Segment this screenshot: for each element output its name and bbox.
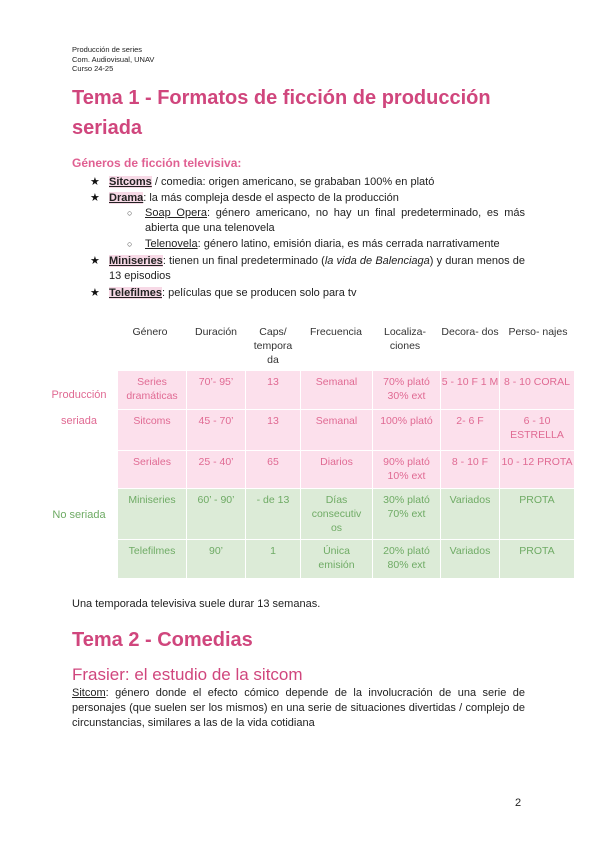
table-cell: 90% plató 10% ext bbox=[373, 451, 440, 488]
header-year: Curso 24-25 bbox=[72, 64, 114, 73]
table-cell: 45 - 70’ bbox=[187, 410, 245, 450]
table-cell: Telefilmes bbox=[118, 540, 186, 578]
table-header-frecuencia: Frecuencia bbox=[310, 326, 362, 338]
list-item-miniseries bbox=[109, 254, 525, 284]
term-sitcoms: Sitcoms bbox=[109, 176, 152, 188]
table-cell: PROTA bbox=[500, 489, 574, 539]
table-cell: 5 - 10 F 1 M bbox=[441, 371, 499, 409]
table-header-decorados: Decora- dos bbox=[441, 326, 499, 338]
term-sitcom: Sitcom bbox=[72, 687, 106, 699]
term-telefilmes: Telefilmes bbox=[109, 287, 162, 299]
table-cell: Semanal bbox=[301, 371, 372, 409]
table-cell: 8 - 10 CORAL bbox=[500, 371, 574, 409]
list-item-sitcoms bbox=[109, 175, 434, 190]
table-cell: Series dramáticas bbox=[118, 371, 186, 409]
document-header bbox=[72, 45, 154, 74]
table-cell: Variados bbox=[441, 540, 499, 578]
sitcoms-desc: / comedia: origen americano, se grababan 100% en plató bbox=[151, 176, 435, 188]
telenovela-desc: : género latino, emisión diaria, es más cerrada narrativamente bbox=[197, 238, 500, 250]
drama-desc: : la más compleja desde el aspecto de la producción bbox=[143, 192, 399, 204]
table-cell: Días consecutiv os bbox=[301, 489, 372, 539]
table-cell: Única emisión bbox=[301, 540, 372, 578]
term-telenovela: Telenovela bbox=[145, 238, 198, 250]
table-cell: 13 bbox=[246, 371, 300, 409]
miniseries-desc-b: ) y duran menos de 13 episodios bbox=[109, 255, 526, 282]
generos-heading: Géneros de ficción televisiva: bbox=[72, 156, 242, 170]
table-cell: PROTA bbox=[500, 540, 574, 578]
miniseries-example: la vida de Balenciaga bbox=[324, 255, 430, 267]
term-miniseries: Miniseries bbox=[109, 255, 163, 267]
telefilmes-desc: : películas que se producen solo para tv bbox=[162, 287, 357, 299]
table-cell: 60’ - 90’ bbox=[187, 489, 245, 539]
table-cell: 70’- 95’ bbox=[187, 371, 245, 409]
table-cell: 100% plató bbox=[373, 410, 440, 450]
table-cell: Variados bbox=[441, 489, 499, 539]
table-header-personajes: Perso- najes bbox=[508, 326, 568, 338]
table-cell: 30% plató 70% ext bbox=[373, 489, 440, 539]
tema2-subtitle: Frasier: el estudio de la sitcom bbox=[72, 665, 303, 684]
star-bullet-icon: ★ bbox=[90, 176, 100, 188]
table-cell: 13 bbox=[246, 410, 300, 450]
sitcom-desc: : género donde el efecto cómico depende de la involucración de una serie de personajes (que suelen ser los mismos) en una serie de situaciones divertidas / complejo de circunstancias, similares a las de la vida cotidiana bbox=[72, 687, 525, 729]
table-cell: Miniseries bbox=[118, 489, 186, 539]
page-number: 2 bbox=[515, 797, 522, 809]
table-header-localizaciones: Localiza- ciones bbox=[383, 326, 427, 352]
table-cell: 6 - 10 ESTRELLA bbox=[500, 410, 574, 450]
tema1-title-line1: Tema 1 - Formatos de ficción de producción bbox=[72, 87, 491, 109]
sitcom-definition bbox=[72, 686, 525, 731]
table-cell: Seriales bbox=[118, 451, 186, 488]
tema2-title: Tema 2 - Comedias bbox=[72, 629, 253, 651]
table-cell: - de 13 bbox=[246, 489, 300, 539]
circle-bullet-icon: ○ bbox=[127, 239, 133, 249]
table-cell: 1 bbox=[246, 540, 300, 578]
table-cell: 8 - 10 F bbox=[441, 451, 499, 488]
list-item-telenovela bbox=[145, 237, 500, 252]
row-group-label-seriada-2: seriada bbox=[60, 415, 98, 427]
term-soap-opera: Soap Opera bbox=[145, 207, 207, 219]
tema1-title-line2: seriada bbox=[72, 117, 143, 139]
term-drama: Drama bbox=[109, 192, 144, 204]
header-course: Producción de series bbox=[72, 45, 143, 54]
row-group-label-seriada-1: Producción bbox=[51, 389, 107, 401]
temporada-note: Una temporada televisiva suele durar 13 semanas. bbox=[72, 598, 321, 610]
list-item-drama bbox=[109, 191, 399, 206]
miniseries-desc-a: : tienen un final predeterminado ( bbox=[162, 255, 325, 267]
circle-bullet-icon: ○ bbox=[127, 208, 133, 218]
table-cell: Semanal bbox=[301, 410, 372, 450]
row-group-label-no-seriada: No seriada bbox=[52, 509, 106, 521]
list-item-soap-opera bbox=[145, 206, 525, 236]
star-bullet-icon: ★ bbox=[90, 192, 100, 204]
table-cell: 10 - 12 PROTA bbox=[500, 451, 574, 488]
table-header-duracion: Duración bbox=[194, 326, 238, 338]
table-header-genero: Género bbox=[132, 326, 168, 338]
table-cell: 90’ bbox=[187, 540, 245, 578]
star-bullet-icon: ★ bbox=[90, 287, 100, 299]
table-cell: Diarios bbox=[301, 451, 372, 488]
table-cell: Sitcoms bbox=[118, 410, 186, 450]
table-cell: 20% plató 80% ext bbox=[373, 540, 440, 578]
table-cell: 65 bbox=[246, 451, 300, 488]
header-program: Com. Audiovisual, UNAV bbox=[72, 54, 155, 64]
soap-opera-desc: : género americano, no hay un final predeterminado, es más abierta que una telenovela bbox=[145, 207, 525, 234]
table-cell: 70% plató 30% ext bbox=[373, 371, 440, 409]
table-header-caps: Caps/ tempora da bbox=[253, 326, 293, 366]
table-cell: 25 - 40’ bbox=[187, 451, 245, 488]
star-bullet-icon: ★ bbox=[90, 255, 100, 267]
table-cell: 2- 6 F bbox=[441, 410, 499, 450]
list-item-telefilmes bbox=[109, 286, 356, 301]
